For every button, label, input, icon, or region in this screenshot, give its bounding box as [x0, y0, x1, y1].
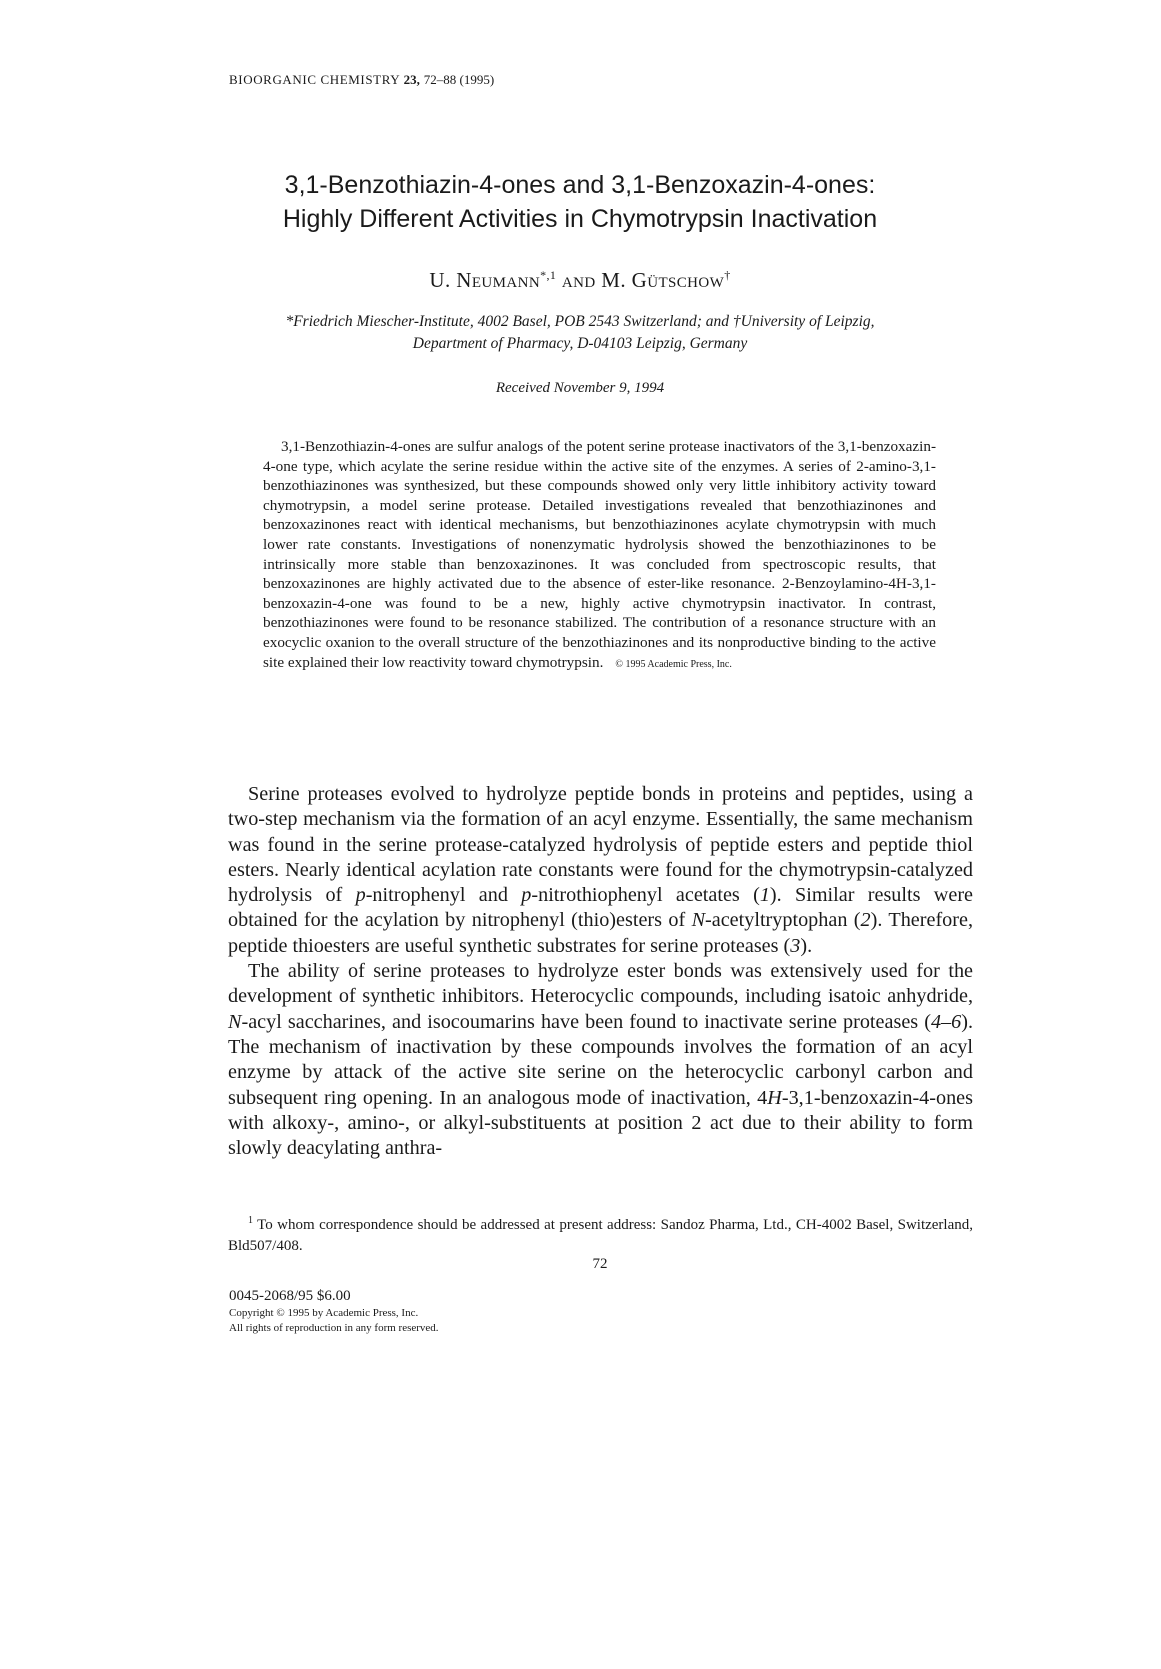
author-gutschow-marks: †	[724, 268, 731, 282]
article-body	[228, 782, 973, 1161]
title-line-2: Highly Different Activities in Chymotrypsin Inactivation	[282, 205, 878, 233]
imprint-block	[229, 1286, 439, 1336]
rights-notice: All rights of reproduction in any form reserved.	[229, 1322, 439, 1334]
title-line-1: 3,1-Benzothiazin-4-ones and 3,1-Benzoxazin-4-ones:	[284, 171, 876, 199]
affiliations	[220, 311, 940, 355]
author-neumann: U. Neumann	[429, 268, 541, 292]
author-gutschow: M. Gütschow	[601, 268, 725, 292]
footnote-text: To whom correspondence should be addressed at present address: Sandoz Pharma, Ltd., CH-4002 Basel, Switzerland, Bld507/408.	[228, 1217, 973, 1254]
author-line	[200, 268, 960, 293]
body-paragraph-1: Serine proteases evolved to hydrolyze peptide bonds in proteins and peptides, using a two-step mechanism via the formation of an acyl enzyme. Essentially, the same mechanism was found in the serine protease-catalyzed hydrolysis of peptide esters and peptide thiol esters. Nearly identical acylation rate constants were found for the chymotrypsin-catalyzed hydrolysis of p-nitrophenyl and p-nitrothiophenyl acetates (1). Similar results were obtained for the acylation by nitrophenyl (thio)esters of N-acetyltryptophan (2). Therefore, peptide thioesters are useful synthetic substrates for serine proteases (3).	[228, 783, 974, 957]
footnote-1	[228, 1210, 973, 1257]
journal-pages: 72–88 (1995)	[423, 72, 495, 87]
page-number: 72	[592, 1256, 608, 1272]
affiliation-line-1: *Friedrich Miescher-Institute, 4002 Basel, POB 2543 Switzerland; and †University of Leipzig,	[285, 313, 875, 330]
footnote-mark: 1	[248, 1215, 253, 1226]
copyright-notice: Copyright © 1995 by Academic Press, Inc.	[229, 1307, 419, 1319]
article-title	[200, 168, 960, 236]
affiliation-line-2: Department of Pharmacy, D-04103 Leipzig, Germany	[412, 335, 748, 352]
abstract-text: 3,1-Benzothiazin-4-ones are sulfur analogs of the potent serine protease inactivators of the 3,1-benzoxazin-4-one type, which acylate the serine residue within the active site of the enzymes. A series of 2-amino-3,1-benzothiazinones was synthesized, but these compounds showed only very little inhibitory activity toward chymotrypsin, a model serine protease. Detailed investigations revealed that benzothiazinones and benzoxazinones react with identical mechanisms, but benzothiazinones acylate chymotrypsin with much lower rate constants. Investigations of nonenzymatic hydrolysis showed the benzothiazinones to be intrinsically more stable than benzoxazinones. It was concluded from spectroscopic results, that benzoxazinones are highly activated due to the absence of ester-like resonance. 2-Benzoylamino-4H-3,1-benzoxazin-4-one was found to be a new, highly active chymotrypsin inactivator. In contrast, benzothiazinones were found to be resonance stabilized. The contribution of a resonance structure with an exocyclic oxanion to the overall structure of the benzothiazinones and its nonproductive binding to the active site explained their low reactivity toward chymotrypsin.	[263, 438, 936, 671]
journal-name: BIOORGANIC CHEMISTRY	[229, 72, 400, 87]
author-neumann-marks: *,1	[540, 268, 557, 282]
author-connector: and	[561, 268, 596, 292]
issn-price: 0045-2068/95 $6.00	[229, 1288, 351, 1304]
abstract	[263, 437, 936, 674]
received-date: Received November 9, 1994	[495, 380, 665, 396]
abstract-copyright: © 1995 Academic Press, Inc.	[615, 658, 732, 670]
body-paragraph-2: The ability of serine proteases to hydrolyze ester bonds was extensively used for the development of synthetic inhibitors. Heterocyclic compounds, including isatoic anhydride, N-acyl saccharines, and isocoumarins have been found to inactivate serine proteases (4–6). The mechanism of inactivation by these compounds involves the formation of an acyl enzyme by attack of the active site serine on the heterocyclic carbonyl carbon and subsequent ring opening. In an analogous mode of inactivation, 4H-3,1-benzoxazin-4-ones with alkoxy-, amino-, or alkyl-substituents at position 2 act due to their ability to form slowly deacylating anthra-	[228, 960, 973, 1160]
journal-volume: 23,	[403, 72, 420, 87]
running-head	[229, 72, 494, 88]
